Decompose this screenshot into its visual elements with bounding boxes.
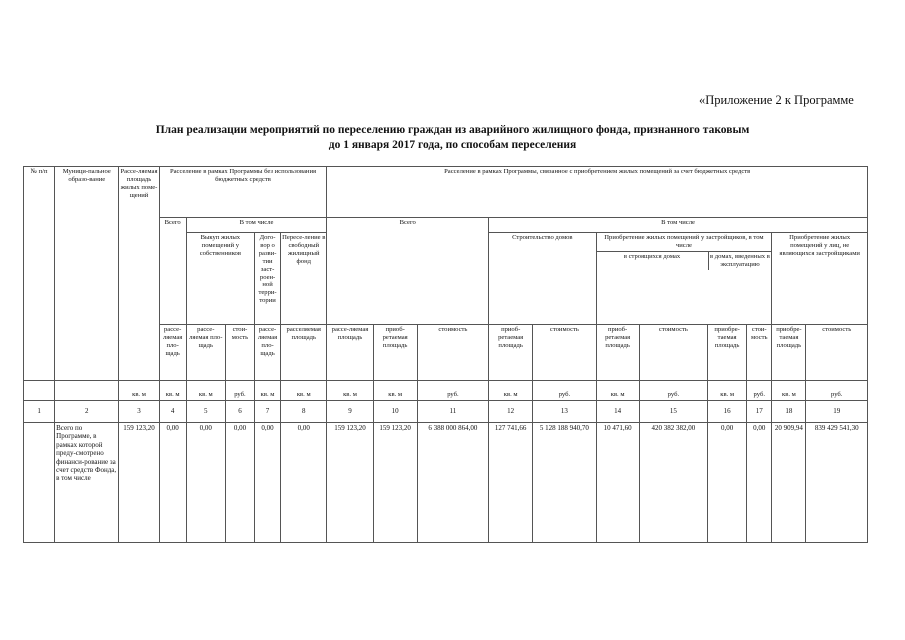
subheader-col16: приобре-таемая площадь xyxy=(708,325,747,381)
header-total-b: Всего xyxy=(327,218,489,325)
row-value: 0,00 xyxy=(186,423,225,543)
table-row xyxy=(24,423,868,543)
column-number: 19 xyxy=(806,401,868,423)
row-num xyxy=(24,423,55,543)
column-number: 10 xyxy=(373,401,417,423)
row-value: 5 128 188 940,70 xyxy=(533,423,596,543)
header-municipality: Муници-пальное образо-вание xyxy=(55,167,119,381)
column-number: 17 xyxy=(747,401,772,423)
header-total-a: Всего xyxy=(159,218,186,325)
subheader-col5: рассе-ляемая пло-щадь xyxy=(186,325,225,381)
header-in-built: в домах, введенных в эксплуатацию xyxy=(710,252,770,268)
column-number: 1 xyxy=(24,401,55,423)
row-label: Всего по Программе, в рамках которой преду-смотрено финанси-рование за счет средств Фонда, в том числе xyxy=(55,423,119,543)
subheader-col17: стои-мость xyxy=(747,325,772,381)
row-value: 0,00 xyxy=(708,423,747,543)
row-value: 159 123,20 xyxy=(119,423,159,543)
row-value: 6 388 000 864,00 xyxy=(417,423,488,543)
row-value: 0,00 xyxy=(159,423,186,543)
row-value: 420 382 382,00 xyxy=(639,423,707,543)
subheader-col14: приоб-ретаемая площадь xyxy=(596,325,639,381)
column-number: 15 xyxy=(639,401,707,423)
row-value: 0,00 xyxy=(225,423,254,543)
header-with-budget: Расселение в рамках Программы, связанное с приобретением жилых помещений за счет бюджетных средств xyxy=(327,167,868,218)
header-acq-nondev: Приобретение жилых помещений у лиц, не являющихся застройщиками xyxy=(772,233,868,325)
row-value: 20 909,94 xyxy=(772,423,806,543)
header-including-b: В том числе xyxy=(489,218,868,233)
unit-cell: руб. xyxy=(417,381,488,401)
subheader-col15: стоимость xyxy=(639,325,707,381)
subheader-col7: рассе-ляемая пло-щадь xyxy=(255,325,281,381)
unit-cell: кв. м xyxy=(281,381,327,401)
subheader-col4: рассе-ляемая пло-щадь xyxy=(159,325,186,381)
row-value: 0,00 xyxy=(747,423,772,543)
subheader-col19: стоимость xyxy=(806,325,868,381)
subheader-col11: стоимость xyxy=(417,325,488,381)
unit-cell: кв. м xyxy=(596,381,639,401)
unit-cell: руб. xyxy=(225,381,254,401)
unit-cell: руб. xyxy=(639,381,707,401)
row-value: 0,00 xyxy=(255,423,281,543)
appendix-label: «Приложение 2 к Программе xyxy=(699,93,854,107)
subheader-col6: стои-мость xyxy=(225,325,254,381)
row-value: 159 123,20 xyxy=(373,423,417,543)
subheader-col12: приоб-ретаемая площадь xyxy=(489,325,533,381)
unit-cell: кв. м xyxy=(159,381,186,401)
unit-cell: кв. м xyxy=(489,381,533,401)
unit-cell: кв. м xyxy=(772,381,806,401)
column-number: 14 xyxy=(596,401,639,423)
header-in-construction: в строящихся домах xyxy=(597,252,709,270)
column-number: 5 xyxy=(186,401,225,423)
unit-cell: кв. м xyxy=(255,381,281,401)
header-acq-dev xyxy=(596,233,772,325)
column-number: 12 xyxy=(489,401,533,423)
subheader-col13: стоимость xyxy=(533,325,596,381)
header-construction: Строительство домов xyxy=(489,233,596,325)
row-value: 127 741,66 xyxy=(489,423,533,543)
resettlement-plan-table xyxy=(23,166,868,543)
subheader-col18: приобре-таемая площадь xyxy=(772,325,806,381)
row-value: 839 429 541,30 xyxy=(806,423,868,543)
unit-cell: кв. м xyxy=(119,381,159,401)
column-number: 4 xyxy=(159,401,186,423)
unit-cell: руб. xyxy=(533,381,596,401)
column-number: 16 xyxy=(708,401,747,423)
unit-cell: кв. м xyxy=(708,381,747,401)
column-number: 18 xyxy=(772,401,806,423)
unit-cell xyxy=(24,381,55,401)
header-including-a: В том числе xyxy=(186,218,327,233)
unit-cell: кв. м xyxy=(327,381,373,401)
row-value: 10 471,60 xyxy=(596,423,639,543)
column-number: 9 xyxy=(327,401,373,423)
column-number: 7 xyxy=(255,401,281,423)
column-number: 8 xyxy=(281,401,327,423)
subheader-col9: рассе-ляемая площадь xyxy=(327,325,373,381)
header-area-resettled: Рассе-ляемая площадь жилых поме-щений xyxy=(119,167,159,381)
header-num: № п/п xyxy=(24,167,55,381)
row-value: 159 123,20 xyxy=(327,423,373,543)
unit-cell: руб. xyxy=(747,381,772,401)
column-number: 2 xyxy=(55,401,119,423)
document-title-line1: План реализации мероприятий по переселению граждан из аварийного жилищного фонда, признанного таковым xyxy=(155,124,750,136)
header-acq-dev-label: Приобретение жилых помещений у застройщиков, в том числе xyxy=(604,234,764,249)
header-free-fund: Пересе-ление в свободный жилищный фонд xyxy=(281,233,327,325)
unit-cell: кв. м xyxy=(373,381,417,401)
header-acq-dev-split xyxy=(597,251,772,270)
unit-cell: кв. м xyxy=(186,381,225,401)
subheader-col10: приоб-ретаемая площадь xyxy=(373,325,417,381)
row-value: 0,00 xyxy=(281,423,327,543)
unit-cell: руб. xyxy=(806,381,868,401)
subheader-col8: расселяемая площадь xyxy=(281,325,327,381)
column-number: 6 xyxy=(225,401,254,423)
header-buyout: Выкуп жилых помещений у собственников xyxy=(186,233,254,325)
unit-cell xyxy=(55,381,119,401)
column-number: 13 xyxy=(533,401,596,423)
document-title-line2: до 1 января 2017 года, по способам переселения xyxy=(328,139,577,151)
header-dev-agreement: Дого-вор о разви-тии заст-роен-ной терри-тории xyxy=(255,233,281,325)
column-number: 11 xyxy=(417,401,488,423)
column-number: 3 xyxy=(119,401,159,423)
header-without-budget: Расселение в рамках Программы без использования бюджетных средств xyxy=(159,167,327,218)
